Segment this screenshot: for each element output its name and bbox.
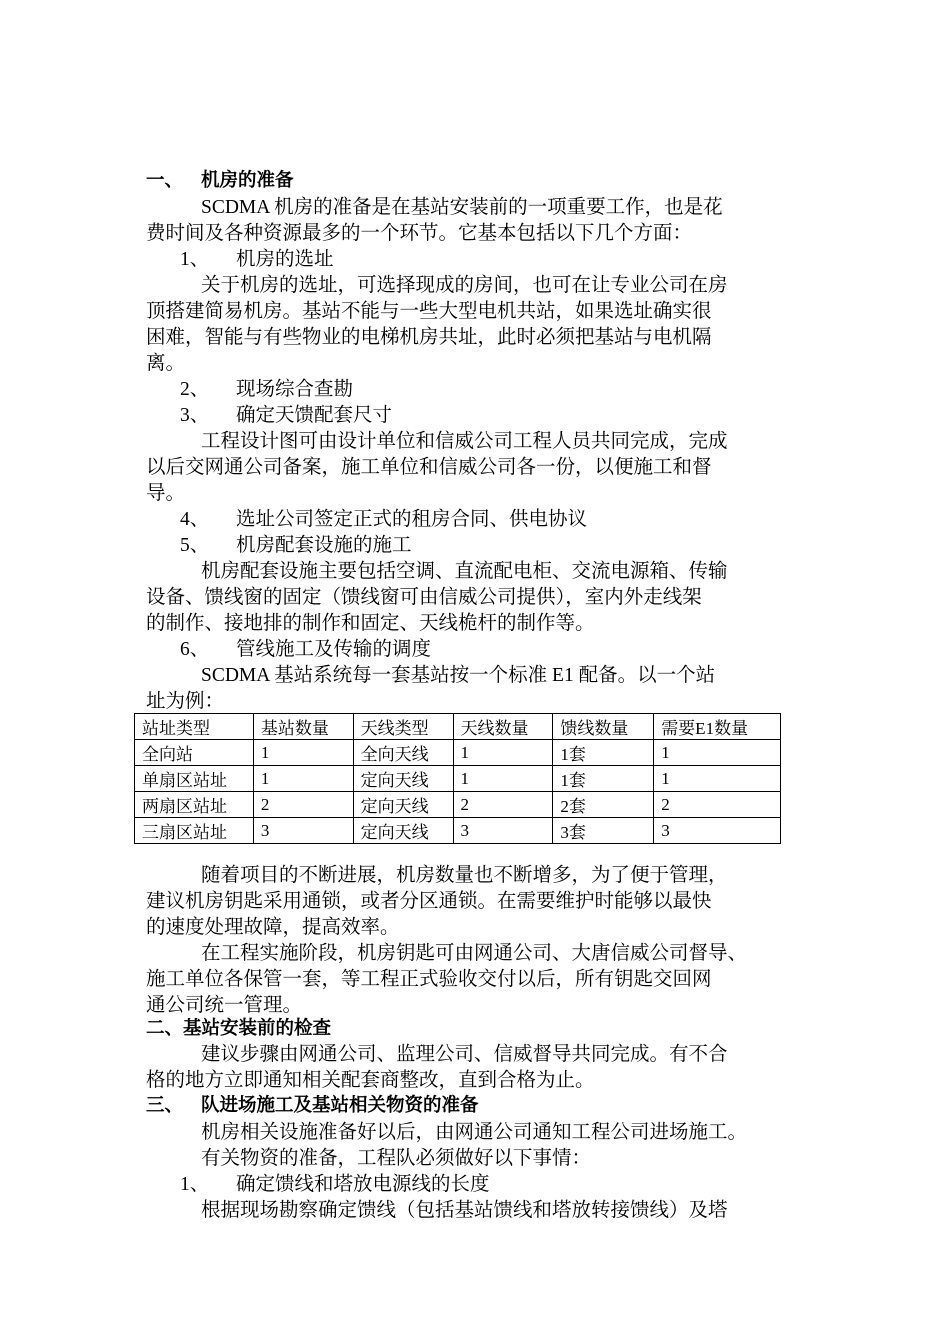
section-3-title: 队进场施工及基站相关物资的准备	[201, 1095, 479, 1116]
paragraph-line: 设备、馈线窗的固定（馈线窗可由信威公司提供），室内外走线架	[146, 587, 702, 608]
paragraph-line: 的制作、接地排的制作和固定、天线桅杆的制作等。	[146, 613, 595, 634]
list-item-number: 2、	[180, 379, 210, 400]
table-cell: 全向站	[135, 740, 254, 766]
paragraph-line: 有关物资的准备，工程队必须做好以下事情：	[201, 1148, 592, 1169]
paragraph-line: 址为例：	[146, 691, 225, 712]
table-cell: 1	[654, 766, 781, 792]
table-row	[135, 740, 781, 766]
table-header-cell: 天线数量	[453, 714, 553, 740]
paragraph-line: 根据现场勘察确定馈线（包括基站馈线和塔放转接馈线）及塔	[201, 1200, 728, 1221]
table-cell: 3	[453, 818, 553, 844]
paragraph-line: SCDMA 基站系统每一套基站按一个标准 E1 配备。以一个站	[201, 665, 716, 686]
list-item-text: 机房的选址	[236, 249, 334, 270]
paragraph-line: 随着项目的不断进展，机房数量也不断增多，为了便于管理，	[201, 865, 728, 886]
list-item-text: 管线施工及传输的调度	[236, 639, 432, 660]
section-3-marker: 三、	[146, 1095, 184, 1116]
table-cell: 三扇区站址	[135, 818, 254, 844]
table-cell: 两扇区站址	[135, 792, 254, 818]
paragraph-line: 在工程实施阶段，机房钥匙可由网通公司、大唐信威公司督导、	[201, 943, 748, 964]
list-item-number: 6、	[180, 639, 210, 660]
table-cell: 单扇区站址	[135, 766, 254, 792]
table-cell: 1	[453, 740, 553, 766]
table-cell: 2	[453, 792, 553, 818]
list-item-text: 选址公司签定正式的租房合同、供电协议	[236, 509, 588, 530]
paragraph-line: 机房相关设施准备好以后，由网通公司通知工程公司进场施工。	[201, 1122, 748, 1143]
table-header-cell: 需要E1数量	[654, 714, 781, 740]
table-row	[135, 792, 781, 818]
list-item-number: 5、	[180, 535, 210, 556]
section-2-title: 二、基站安装前的检查	[146, 1018, 332, 1039]
table-row	[135, 766, 781, 792]
list-item-text: 现场综合查勘	[236, 379, 354, 400]
table-header-row	[135, 714, 781, 740]
paragraph-line: 建议机房钥匙采用通锁，或者分区通锁。在需要维护时能够以最快	[146, 891, 712, 912]
table-row	[135, 818, 781, 844]
paragraph-line: 以后交网通公司备案，施工单位和信威公司各一份，以便施工和督	[146, 457, 712, 478]
paragraph-line: 导。	[146, 483, 186, 504]
list-item-number: 1、	[180, 1174, 210, 1195]
paragraph-line: 关于机房的选址，可选择现成的房间，也可在让专业公司在房	[201, 275, 728, 296]
paragraph-line: SCDMA 机房的准备是在基站安装前的一项重要工作，也是花	[201, 197, 723, 218]
paragraph-line: 的速度处理故障，提高效率。	[146, 917, 400, 938]
paragraph-line: 施工单位各保管一套，等工程正式验收交付以后，所有钥匙交回网	[146, 969, 712, 990]
table-header-cell: 天线类型	[353, 714, 453, 740]
table-cell: 3	[253, 818, 353, 844]
table-header-cell: 站址类型	[135, 714, 254, 740]
table-cell: 1套	[553, 740, 654, 766]
table-cell: 定向天线	[353, 792, 453, 818]
table-cell: 1	[253, 766, 353, 792]
table-cell: 2套	[553, 792, 654, 818]
paragraph-line: 通公司统一管理。	[146, 995, 303, 1016]
table-header-cell: 基站数量	[253, 714, 353, 740]
table-cell: 2	[654, 792, 781, 818]
section-1-title: 机房的准备	[201, 170, 294, 191]
list-item-number: 4、	[180, 509, 210, 530]
list-item-text: 确定馈线和塔放电源线的长度	[236, 1174, 490, 1195]
site-config-table	[134, 713, 781, 844]
list-item-text: 确定天馈配套尺寸	[236, 405, 393, 426]
table-cell: 全向天线	[353, 740, 453, 766]
list-item-number: 1、	[180, 249, 210, 270]
table-cell: 2	[253, 792, 353, 818]
paragraph-line: 困难，智能与有些物业的电梯机房共址，此时必须把基站与电机隔	[146, 327, 712, 348]
paragraph-line: 费时间及各种资源最多的一个环节。它基本包括以下几个方面：	[146, 223, 693, 244]
paragraph-line: 格的地方立即通知相关配套商整改，直到合格为止。	[146, 1070, 595, 1091]
table-header-cell: 馈线数量	[553, 714, 654, 740]
list-item-text: 机房配套设施的施工	[236, 535, 412, 556]
paragraph-line: 机房配套设施主要包括空调、直流配电柜、交流电源箱、传输	[201, 561, 728, 582]
section-1-marker: 一、	[146, 170, 184, 191]
paragraph-line: 建议步骤由网通公司、监理公司、信威督导共同完成。有不合	[201, 1044, 728, 1065]
table-cell: 3	[654, 818, 781, 844]
table-cell: 1套	[553, 766, 654, 792]
paragraph-line: 离。	[146, 353, 186, 374]
table-cell: 定向天线	[353, 766, 453, 792]
table-cell: 1	[654, 740, 781, 766]
table-cell: 3套	[553, 818, 654, 844]
paragraph-line: 工程设计图可由设计单位和信威公司工程人员共同完成，完成	[201, 431, 728, 452]
list-item-number: 3、	[180, 405, 210, 426]
table-cell: 定向天线	[353, 818, 453, 844]
table-cell: 1	[253, 740, 353, 766]
table-cell: 1	[453, 766, 553, 792]
paragraph-line: 顶搭建简易机房。基站不能与一些大型电机共站，如果选址确实很	[146, 301, 712, 322]
